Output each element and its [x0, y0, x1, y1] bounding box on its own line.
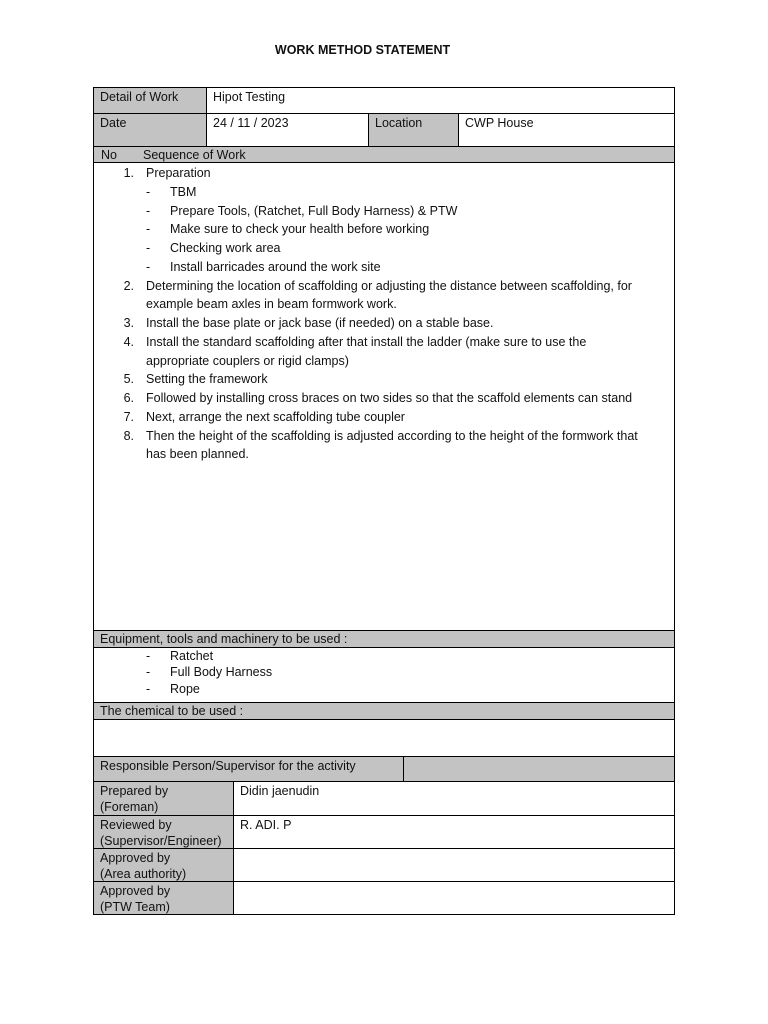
step-number: 2.: [123, 279, 134, 293]
no-column-label: No: [101, 148, 117, 162]
step-text: appropriate couplers or rigid clamps): [146, 354, 349, 368]
document-title: WORK METHOD STATEMENT: [274, 43, 451, 57]
step-number: 5.: [123, 372, 134, 386]
sub-item-text: Make sure to check your health before working: [170, 222, 430, 236]
equipment-item: Ratchet: [170, 649, 214, 663]
step-text: Setting the framework: [146, 372, 268, 386]
sequence-column-label: Sequence of Work: [143, 148, 246, 162]
equipment-item: Full Body Harness: [170, 665, 273, 679]
reviewed-by-label: [93, 815, 234, 849]
detail-of-work-label: Detail of Work: [93, 87, 207, 114]
reviewed-by-label-line: Reviewed by: [100, 818, 172, 832]
approved-by-area-value[interactable]: [233, 848, 675, 882]
location-value[interactable]: CWP House: [458, 113, 675, 147]
reviewed-by-role: (Supervisor/Engineer): [100, 834, 222, 848]
equipment-header: Equipment, tools and machinery to be used :: [93, 630, 675, 648]
prepared-by-label-line: Prepared by: [100, 784, 169, 798]
approved-by-ptw-label-line: Approved by: [100, 884, 171, 898]
step-number: 7.: [123, 410, 134, 424]
date-label: Date: [93, 113, 207, 147]
step-text: example beam axles in beam formwork work.: [146, 297, 397, 311]
approved-by-ptw-label: [93, 881, 234, 915]
responsible-person-value[interactable]: [403, 756, 675, 782]
approved-by-ptw-role: (PTW Team): [100, 900, 170, 914]
step-number: 1.: [123, 166, 134, 180]
sub-item-text: Install barricades around the work site: [170, 260, 381, 274]
step-text: Followed by installing cross braces on two sides so that the scaffold elements can stand: [146, 391, 633, 405]
step-text: Then the height of the scaffolding is adjusted according to the height of the formwork that: [146, 429, 638, 443]
prepared-by-label: [93, 781, 234, 816]
location-label: Location: [368, 113, 459, 147]
step-text: has been planned.: [146, 447, 249, 461]
chemical-value[interactable]: [93, 719, 675, 757]
date-value[interactable]: 24 / 11 / 2023: [206, 113, 369, 147]
step-text: Preparation: [146, 166, 211, 180]
approved-by-area-label-line: Approved by: [100, 851, 171, 865]
bullet-dash: -: [146, 222, 151, 236]
responsible-person-label: Responsible Person/Supervisor for the activity: [93, 756, 404, 782]
approved-by-area-label: [93, 848, 234, 882]
bullet-dash: -: [146, 665, 151, 679]
prepared-by-role: (Foreman): [100, 800, 159, 814]
bullet-dash: -: [146, 682, 151, 696]
step-text: Determining the location of scaffolding or adjusting the distance between scaffolding, for: [146, 279, 632, 293]
step-number: 8.: [123, 429, 134, 443]
sub-item-text: Prepare Tools, (Ratchet, Full Body Harness) & PTW: [170, 204, 458, 218]
step-number: 3.: [123, 316, 134, 330]
reviewed-by-value[interactable]: R. ADI. P: [233, 815, 675, 849]
approved-by-area-role: (Area authority): [100, 867, 187, 881]
equipment-list: [93, 647, 675, 703]
sub-item-text: TBM: [170, 185, 197, 199]
prepared-by-value[interactable]: Didin jaenudin: [233, 781, 675, 816]
step-number: 6.: [123, 391, 134, 405]
step-number: 4.: [123, 335, 134, 349]
detail-of-work-value[interactable]: Hipot Testing: [206, 87, 675, 114]
bullet-dash: -: [146, 204, 151, 218]
sequence-body: [93, 162, 675, 631]
chemical-header: The chemical to be used :: [93, 702, 675, 720]
step-text: Install the standard scaffolding after that install the ladder (make sure to use the: [146, 335, 587, 349]
bullet-dash: -: [146, 241, 151, 255]
equipment-item: Rope: [170, 682, 200, 696]
bullet-dash: -: [146, 260, 151, 274]
step-text: Next, arrange the next scaffolding tube coupler: [146, 410, 405, 424]
bullet-dash: -: [146, 649, 151, 663]
bullet-dash: -: [146, 185, 151, 199]
sequence-header: [93, 146, 675, 163]
sub-item-text: Checking work area: [170, 241, 281, 255]
approved-by-ptw-value[interactable]: [233, 881, 675, 915]
step-text: Install the base plate or jack base (if needed) on a stable base.: [146, 316, 494, 330]
